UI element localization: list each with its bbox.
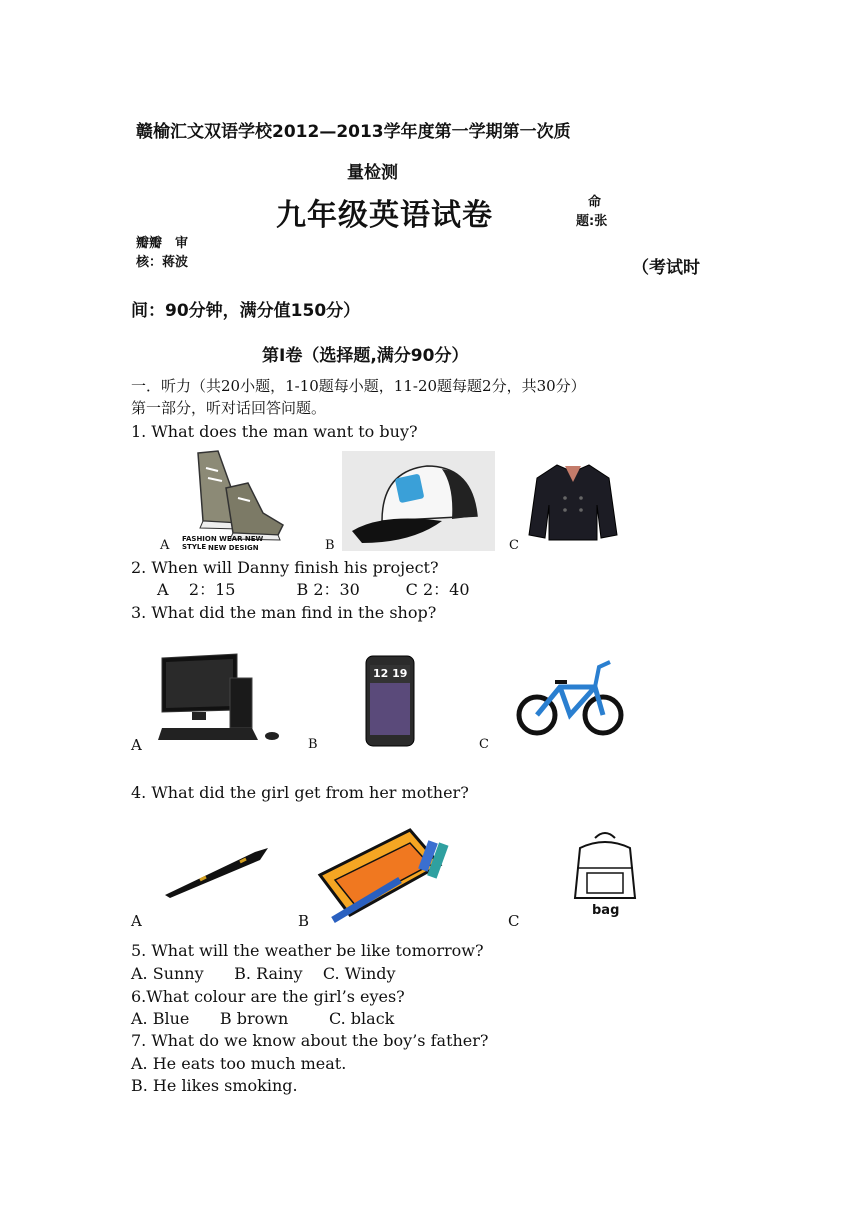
school-title-line2: 量检测: [347, 163, 398, 183]
pen-image: [160, 840, 272, 900]
computer-image: [152, 650, 287, 745]
section-heading: 一．听力（共20小题，1-10题每小题，11-20题每题2分，共30分）: [131, 377, 586, 395]
q4-label-b: B: [298, 912, 310, 930]
q4-label-a: A: [131, 912, 142, 930]
q1-label-a: A: [160, 538, 170, 553]
bicycle-image: [515, 657, 625, 742]
reviewer-line-b: 核：蒋波: [136, 255, 189, 270]
question-1: 1. What does the man want to buy?: [131, 422, 418, 441]
exam-title: 九年级英语试卷: [276, 198, 493, 233]
school-title-line1: 赣榆汇文双语学校2012—2013学年度第一学期第一次质: [136, 122, 571, 142]
question-6: 6.What colour are the girl’s eyes?: [131, 987, 405, 1006]
jacket-image: [527, 460, 619, 542]
question-4: 4. What did the girl get from her mother?: [131, 783, 469, 802]
phone-clock: 12 19: [373, 667, 408, 680]
question-2: 2. When will Danny finish his project?: [131, 558, 439, 577]
question-6-options: A. Blue B brown C. black: [131, 1009, 395, 1028]
section-subheading: 第一部分，听对话回答问题。: [131, 399, 327, 417]
q3-label-b: B: [308, 737, 318, 752]
bag-label: bag: [592, 903, 620, 918]
shoe-caption-2: NEW DESIGN: [208, 544, 259, 552]
question-5-options: A. Sunny B. Rainy C. Windy: [131, 964, 396, 983]
part-title: 第Ⅰ卷（选择题,满分90分）: [262, 346, 469, 366]
reviewer-line-a: 瓣瓣 审: [136, 236, 189, 251]
pencil-case-image: [315, 825, 460, 925]
q4-label-c: C: [508, 912, 520, 930]
question-7: 7. What do we know about the boy’s father?: [131, 1031, 489, 1050]
sneakers-image: [178, 443, 288, 551]
shoe-caption-1: FASHION WEAR NEW STYLE: [182, 535, 264, 551]
question-2-options: A 2：15 B 2：30 C 2：40: [157, 580, 470, 599]
q3-label-c: C: [479, 737, 489, 752]
q3-label-a: A: [131, 736, 142, 754]
cap-image: [342, 451, 495, 551]
exam-time-a: （考试时: [632, 258, 700, 278]
q1-label-b: B: [325, 538, 335, 553]
author-line-a: 命: [588, 195, 602, 210]
phone-image: [365, 655, 415, 747]
question-7-option-b: B. He likes smoking.: [131, 1076, 298, 1095]
question-7-option-a: A. He eats too much meat.: [131, 1054, 347, 1073]
question-5: 5. What will the weather be like tomorrow?: [131, 941, 484, 960]
question-3: 3. What did the man find in the shop?: [131, 603, 437, 622]
author-line-b: 题:张: [576, 214, 608, 229]
bag-image: [565, 828, 645, 906]
q1-label-c: C: [509, 538, 519, 553]
exam-time-b: 间：90分钟，满分值150分）: [131, 301, 361, 321]
